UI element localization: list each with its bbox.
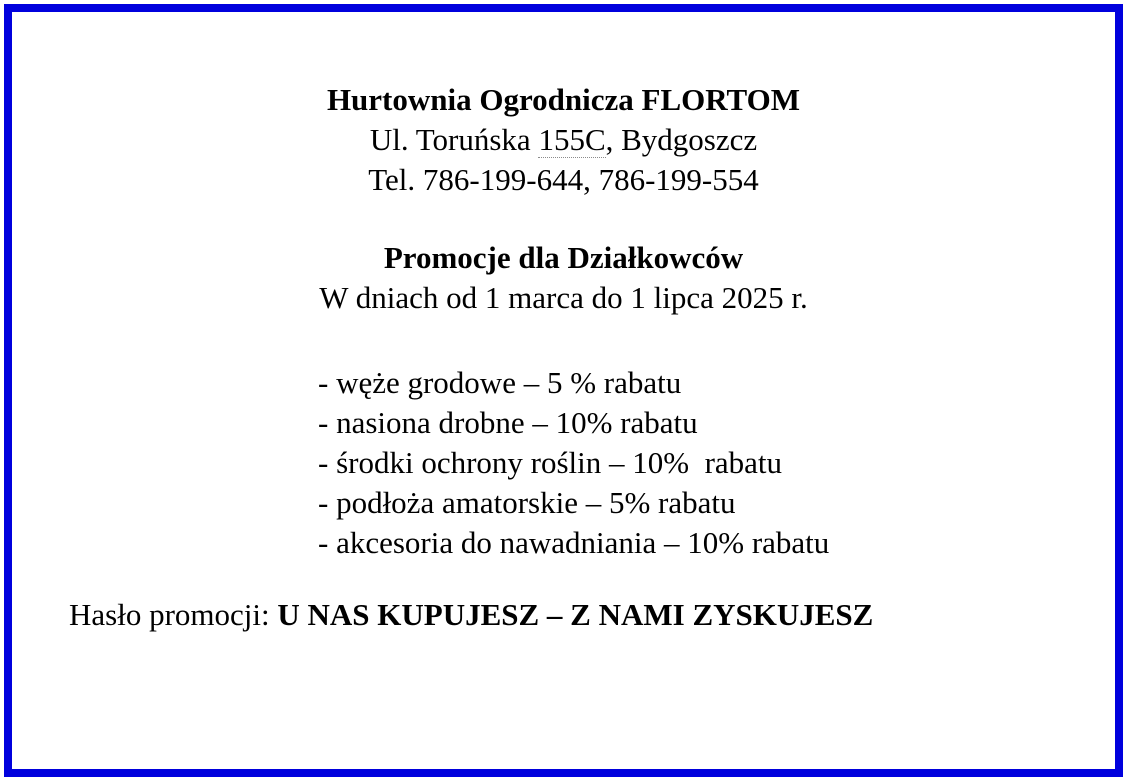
list-item: - podłoża amatorskie – 5% rabatu (318, 485, 736, 520)
company-name: Hurtownia Ogrodnicza FLORTOM (326, 82, 801, 117)
document-body (12, 12, 1115, 769)
address-suffix: , Bydgoszcz (605, 122, 758, 157)
promo-dates: W dniach od 1 marca do 1 lipca 2025 r. (319, 280, 808, 315)
list-item: - środki ochrony roślin – 10% rabatu (318, 445, 783, 480)
address-number: 155C (538, 122, 606, 157)
slogan-text: U NAS KUPUJESZ – Z NAMI ZYSKUJESZ (277, 597, 874, 632)
address-prefix: Ul. Toruńska (369, 122, 539, 157)
list-item: - węże grodowe – 5 % rabatu (318, 365, 682, 400)
promo-slogan (69, 595, 873, 635)
promo-title: Promocje dla Działkowców (383, 240, 744, 275)
company-phone: Tel. 786-199-644, 786-199-554 (368, 162, 759, 197)
company-address (12, 120, 1115, 160)
document-frame (4, 4, 1123, 777)
list-item: - nasiona drobne – 10% rabatu (318, 405, 698, 440)
slogan-label: Hasło promocji: (69, 597, 278, 632)
list-item: - akcesoria do nawadniania – 10% rabatu (318, 525, 830, 560)
